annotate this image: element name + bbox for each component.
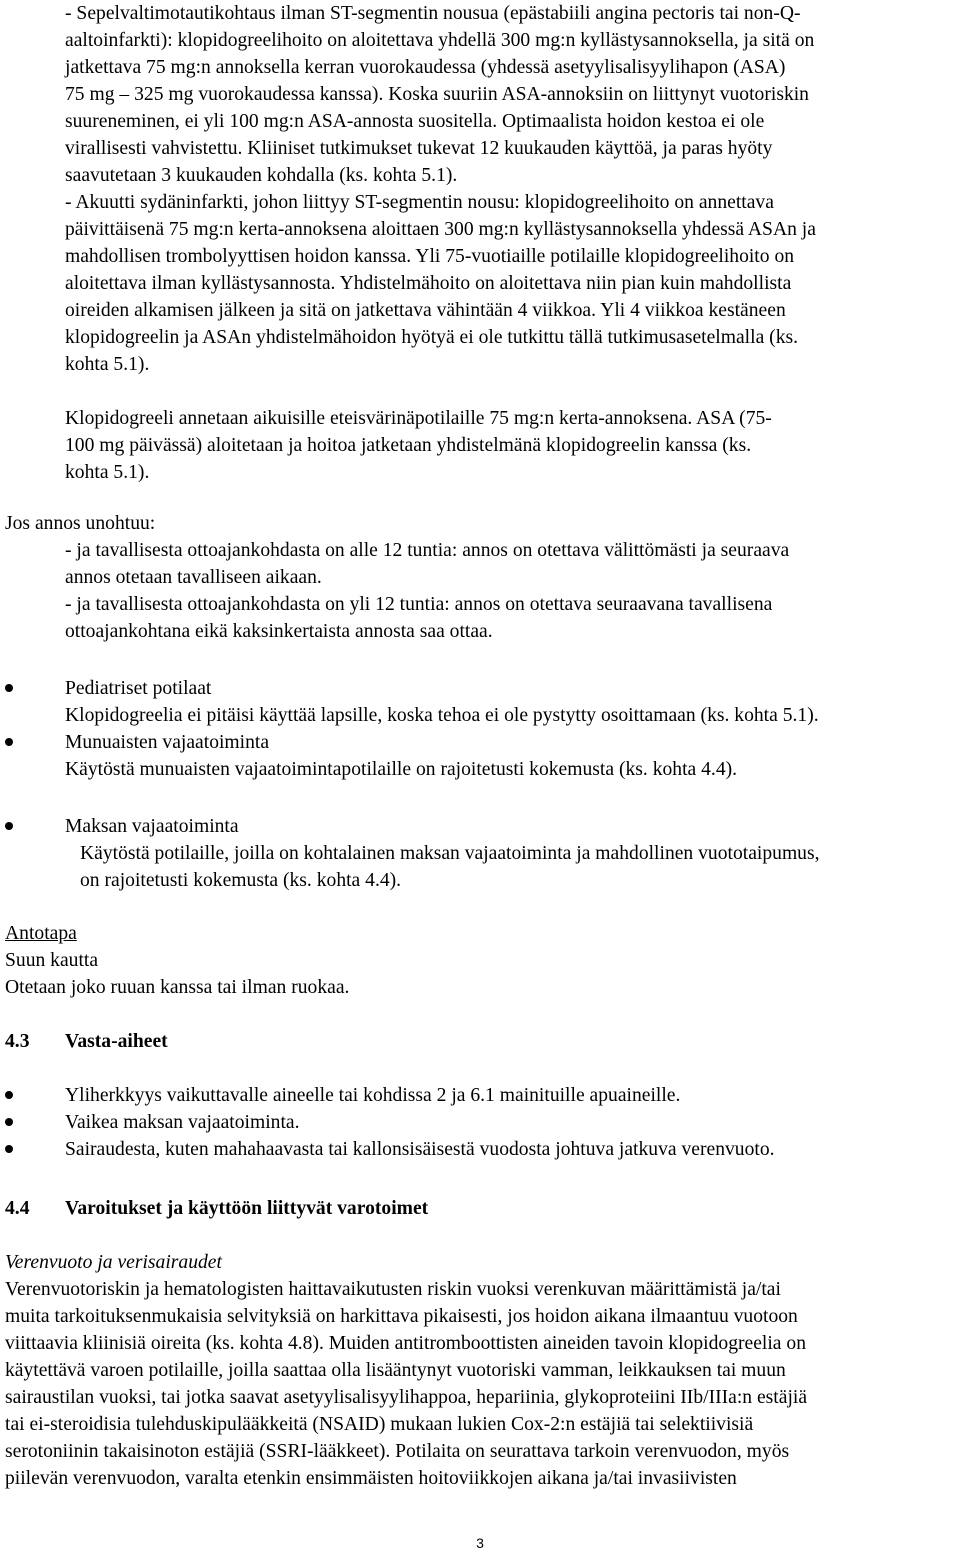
paragraph-line: suureneminen, ei yli 100 mg:n ASA-annosta suositella. Optimaalista hoidon kestoa ei ole	[65, 111, 765, 132]
population-title: Pediatriset potilaat	[65, 678, 212, 699]
bullet-icon	[5, 1091, 13, 1099]
bullet-icon	[5, 822, 13, 830]
paragraph-line: Käytöstä munuaisten vajaatoimintapotilaille on rajoitetusti kokemusta (ks. kohta 4.4).	[65, 759, 738, 780]
administration-title: Antotapa	[5, 923, 77, 944]
paragraph-line: serotoniinin takaisinoton estäjiä (SSRI-lääkkeet). Potilaita on seurattava tarkoin verenvuodon, myös	[5, 1441, 790, 1462]
paragraph-line: 100 mg päivässä) aloitetaan ja hoitoa jatketaan yhdistelmänä klopidogreelin kanssa (ks.	[65, 435, 752, 456]
paragraph-line: - ja tavallisesta ottoajankohdasta on yli 12 tuntia: annos on otettava seuraavana tavallisena	[65, 594, 773, 615]
paragraph-line: klopidogreelin ja ASAn yhdistelmähoidon hyötyä ei ole tutkittu tällä tutkimusasetelmalla (ks.	[65, 327, 799, 348]
paragraph-line: oireiden alkamisen jälkeen ja sitä on jatkettava vähintään 4 viikkoa. Yli 4 viikkoa kestäneen	[65, 300, 786, 321]
subsection-title: Verenvuoto ja verisairaudet	[5, 1252, 222, 1273]
paragraph-line: mahdollisen trombolyyttisen hoidon kanssa. Yli 75-vuotiaille potilaille klopidogreelihoito on	[65, 246, 795, 267]
bullet-icon	[5, 1145, 13, 1153]
paragraph-line: 75 mg – 325 mg vuorokaudessa kanssa). Koska suuriin ASA-annoksiin on liittynyt vuotoriskin	[65, 84, 809, 105]
paragraph-line: Otetaan joko ruuan kanssa tai ilman ruokaa.	[5, 977, 350, 998]
paragraph-line: piilevän verenvuodon, varalta etenkin ensimmäisten hoitoviikkojen aikana ja/tai invasiivisten	[5, 1468, 737, 1489]
paragraph-line: viittaavia kliinisiä oireita (ks. kohta 4.8). Muiden antitromboottisten aineiden tavoin klopidogreelia on	[5, 1333, 806, 1354]
paragraph-line: - Sepelvaltimotautikohtaus ilman ST-segmentin nousua (epästabiili angina pectoris tai non-Q-	[65, 3, 801, 24]
paragraph-line: on rajoitetusti kokemusta (ks. kohta 4.4).	[80, 870, 402, 891]
paragraph-line: Käytöstä potilaille, joilla on kohtalainen maksan vajaatoiminta ja mahdollinen vuototaipumus,	[80, 843, 820, 864]
paragraph-line: sairaustilan vuoksi, tai jotka saavat asetyylisalisyylihappoa, hepariinia, glykoproteiini IIb/IIIa:n estäjiä	[5, 1387, 808, 1408]
paragraph-line: - ja tavallisesta ottoajankohdasta on alle 12 tuntia: annos on otettava välittömästi ja seuraava	[65, 540, 790, 561]
section-number: 4.3	[5, 1031, 30, 1052]
paragraph-line: jatkettava 75 mg:n annoksella kerran vuorokaudessa (yhdessä asetyylisalisyylihapon (ASA)	[65, 57, 786, 78]
paragraph-line: kohta 5.1).	[65, 462, 150, 483]
population-title: Munuaisten vajaatoiminta	[65, 732, 270, 753]
paragraph-line: kohta 5.1).	[65, 354, 150, 375]
paragraph-line: Klopidogreelia ei pitäisi käyttää lapsille, koska tehoa ei ole pystytty osoittamaan (ks. kohta 5.1).	[65, 705, 819, 726]
list-item: Vaikea maksan vajaatoiminta.	[65, 1112, 300, 1133]
paragraph-line: annos otetaan tavalliseen aikaan.	[65, 567, 322, 588]
section-number: 4.4	[5, 1198, 30, 1219]
bullet-icon	[5, 1118, 13, 1126]
missed-dose-title: Jos annos unohtuu:	[5, 513, 156, 534]
paragraph-line: aaltoinfarkti): klopidogreelihoito on aloitettava yhdellä 300 mg:n kyllästysannoksella, ja sitä on	[65, 30, 815, 51]
list-item: Sairaudesta, kuten mahahaavasta tai kallonsisäisestä vuodosta johtuva jatkuva verenvuoto.	[65, 1139, 775, 1160]
paragraph-line: päivittäisenä 75 mg:n kerta-annoksena aloittaen 300 mg:n kyllästysannoksella yhdessä ASAn ja	[65, 219, 816, 240]
section-title: Varoitukset ja käyttöön liittyvät varotoimet	[65, 1198, 429, 1219]
paragraph-line: Suun kautta	[5, 950, 99, 971]
paragraph-line: aloitettava ilman kyllästysannosta. Yhdistelmähoito on aloitettava niin pian kuin mahdollista	[65, 273, 792, 294]
bullet-icon	[5, 738, 13, 746]
section-title: Vasta-aiheet	[65, 1031, 168, 1052]
paragraph-line: muita tarkoituksenmukaisia selvityksiä on harkittava pikaisesti, jos hoidon aikana ilmaantuu vuotoon	[5, 1306, 798, 1327]
population-title: Maksan vajaatoiminta	[65, 816, 239, 837]
paragraph-line: - Akuutti sydäninfarkti, johon liittyy ST-segmentin nousu: klopidogreelihoito on annettava	[65, 192, 774, 213]
paragraph-line: Verenvuotoriskin ja hematologisten haittavaikutusten riskin vuoksi verenkuvan määrittämistä ja/tai	[5, 1279, 781, 1300]
page-number: 3	[476, 1535, 484, 1551]
paragraph-line: virallisesti vahvistettu. Kliiniset tutkimukset tukevat 12 kuukauden käyttöä, ja paras hyöty	[65, 138, 773, 159]
paragraph-line: käytettävä varoen potilaille, joilla saattaa olla lisääntynyt vuotoriski vamman, leikkauksen tai muun	[5, 1360, 786, 1381]
paragraph-line: saavutetaan 3 kuukauden kohdalla (ks. kohta 5.1).	[65, 165, 458, 186]
list-item: Yliherkkyys vaikuttavalle aineelle tai kohdissa 2 ja 6.1 mainituille apuaineille.	[65, 1085, 681, 1106]
bullet-icon	[5, 684, 13, 692]
paragraph-line: Klopidogreeli annetaan aikuisille eteisvärinäpotilaille 75 mg:n kerta-annoksena. ASA (75-	[65, 408, 772, 429]
paragraph-line: ottoajankohtana eikä kaksinkertaista annosta saa ottaa.	[65, 621, 493, 642]
paragraph-line: tai ei-steroidisia tulehduskipulääkkeitä (NSAID) mukaan lukien Cox-2:n estäjiä tai selektiivisiä	[5, 1414, 754, 1435]
